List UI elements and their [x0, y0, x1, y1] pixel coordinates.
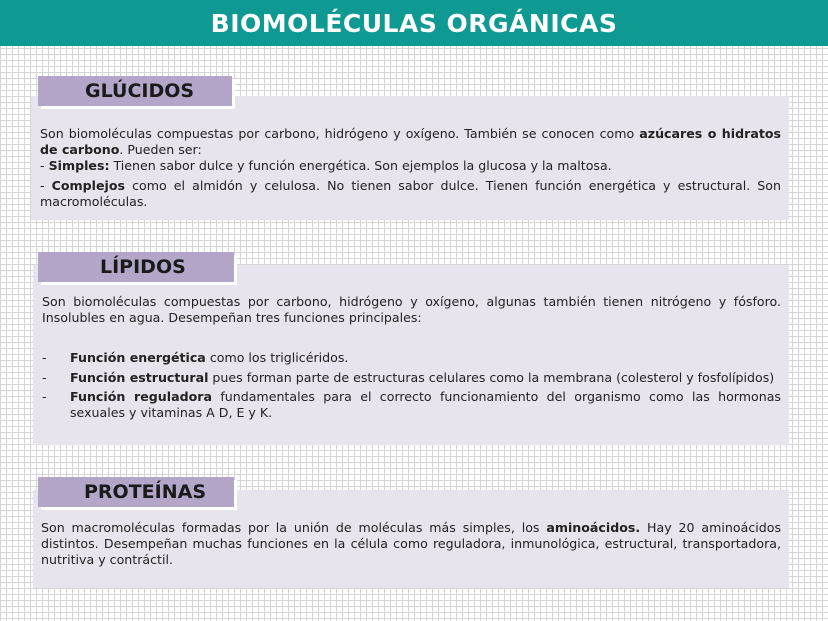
list-item: - Función energética como los triglicéridos. [42, 350, 349, 365]
glucidos-complejos: - Complejos como el almidón y celulosa. No tienen sabor dulce. Tienen función energética y estructural. Son macromoléculas. [40, 178, 781, 209]
proteinas-heading: PROTEÍNAS [84, 481, 207, 503]
title-bar [0, 0, 828, 46]
glucidos-heading-tab [38, 76, 232, 106]
aminoacidos-bold: aminoácidos. [546, 520, 641, 535]
glucidos-intro-bold: azúcares o hidratos de carbono [40, 126, 781, 157]
lipidos-heading-tab [38, 252, 234, 282]
lipidos-functions-list [42, 350, 781, 421]
simples-label: Simples: [48, 158, 110, 173]
lipidos-heading: LÍPIDOS [100, 256, 186, 278]
glucidos-heading: GLÚCIDOS [85, 80, 195, 102]
list-item: - Función reguladora fundamentales para el correcto funcionamiento del organismo como las hormonas sexuales y vitaminas A D, E y K. [42, 389, 781, 420]
proteinas-intro: Son macromoléculas formadas por la unión de moléculas más simples, los aminoácidos. Hay 20 aminoácidos distintos. Desempeñan muchas funciones en la célula como reguladora, inmunológica, estructural, transportadora, nutritiva y contráctil. [41, 520, 782, 567]
lipidos-intro: Son biomoléculas compuestas por carbono, hidrógeno y oxígeno, algunas también tienen nitrógeno y fósforo. Insolubles en agua. Desempeñan tres funciones principales: [42, 294, 781, 325]
page-title: BIOMOLÉCULAS ORGÁNICAS [210, 8, 618, 38]
complejos-label: Complejos [51, 178, 125, 193]
proteinas-heading-tab [38, 477, 234, 507]
glucidos-panel [31, 96, 789, 220]
list-item: - Función estructural pues forman parte de estructuras celulares como la membrana (colesterol y fosfolípidos) [42, 370, 775, 385]
lipidos-panel [33, 265, 789, 445]
glucidos-simples: - Simples: Tienen sabor dulce y función energética. Son ejemplos la glucosa y la maltosa. [40, 158, 612, 173]
glucidos-intro: Son biomoléculas compuestas por carbono, hidrógeno y oxígeno. También se conocen como azúcares o hidratos de carbono. Pueden ser: [40, 126, 781, 157]
